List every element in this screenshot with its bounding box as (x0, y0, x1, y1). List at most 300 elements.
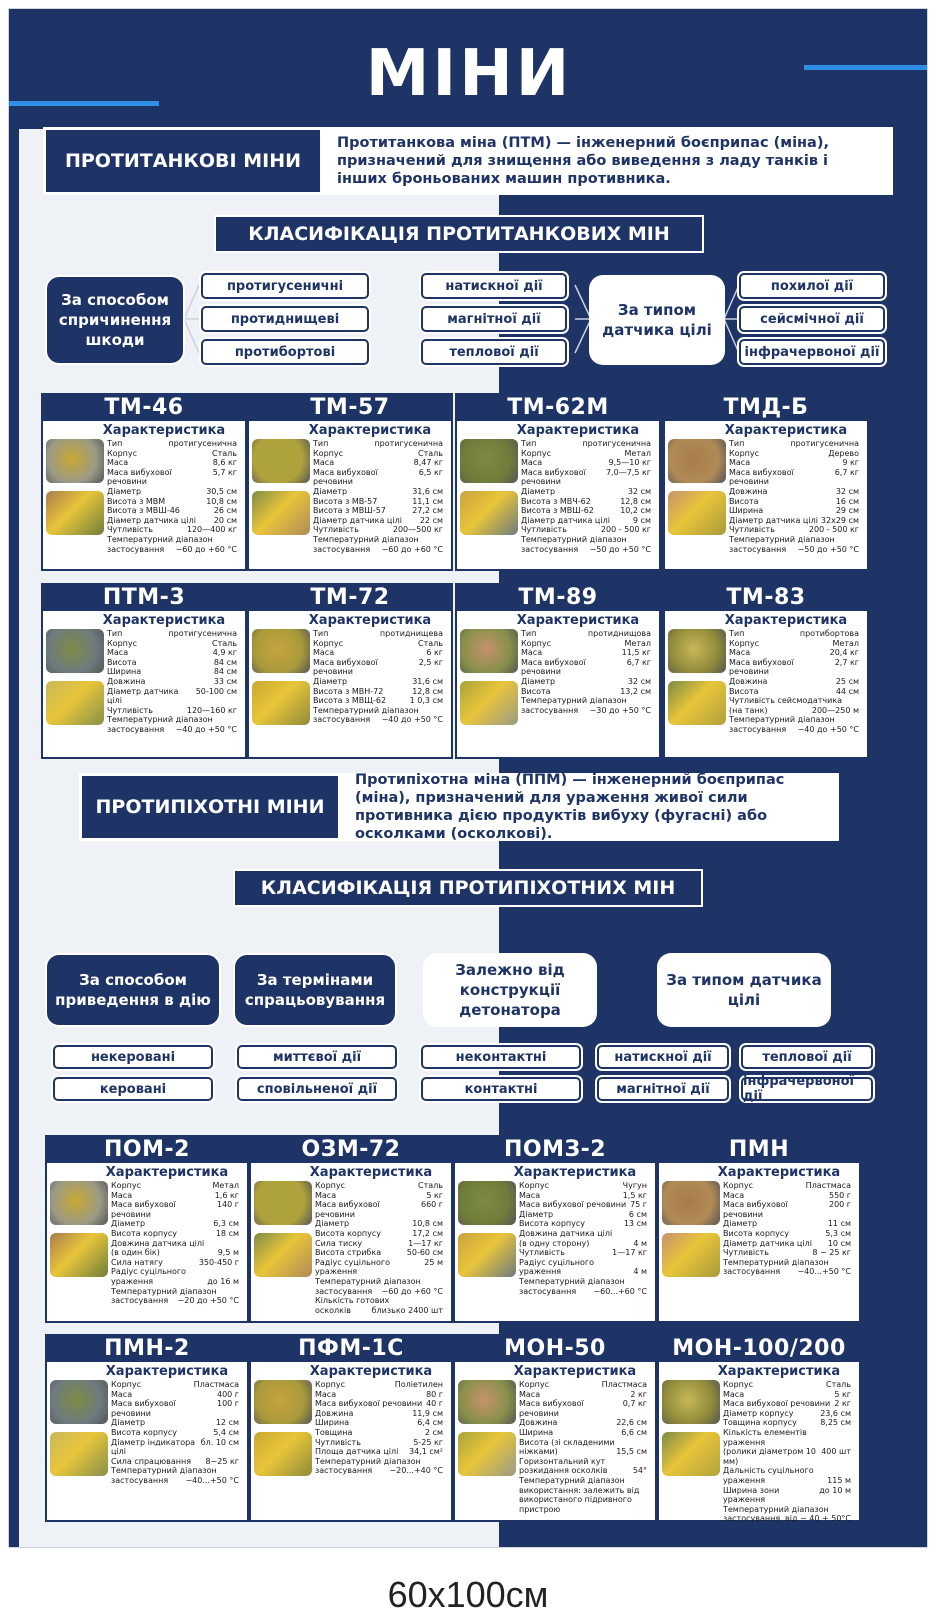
spec-row (107, 487, 237, 497)
spec-row (519, 1390, 647, 1400)
spec-row (723, 1258, 851, 1268)
spec-value: 2 кг (834, 1399, 851, 1409)
spec-label: Довжина (107, 676, 146, 686)
at-damage-item: протибортові (201, 339, 369, 365)
spec-label: застосування (313, 715, 371, 725)
spec-row (521, 487, 651, 497)
spec-row (315, 1239, 443, 1249)
spec-label: Висота корпусу (519, 1219, 585, 1229)
mine-card (453, 1334, 657, 1522)
spec-table (729, 439, 859, 554)
spec-row (313, 468, 443, 487)
spec-value: 32 см (835, 486, 859, 496)
spec-row (729, 677, 859, 687)
spec-row (519, 1486, 647, 1496)
spec-label: Температурний діапазон (313, 705, 419, 715)
spec-value: 550 г (828, 1190, 851, 1200)
spec-value: −40...+50 °С (797, 1267, 851, 1277)
spec-row (723, 1267, 851, 1277)
spec-value: −60 до +60 °С (175, 544, 237, 554)
spec-value: до 16 м (207, 1276, 239, 1286)
spec-row (111, 1390, 239, 1400)
spec-row (723, 1428, 851, 1447)
spec-label: Діаметр датчика цілі (107, 515, 196, 525)
spec-label: Маса (519, 1190, 541, 1200)
spec-row (315, 1296, 443, 1306)
spec-label: Сила спрацювання (111, 1456, 192, 1466)
mine-photo-icon (668, 439, 726, 483)
spec-value: 2 см (424, 1427, 443, 1437)
spec-value: 84 см (213, 657, 237, 667)
characteristics-heading: Характеристика (717, 1165, 841, 1180)
spec-row (521, 468, 651, 487)
spec-row (315, 1438, 443, 1448)
spec-table (723, 1380, 851, 1524)
spec-label: Тип (107, 629, 123, 638)
spec-row (729, 468, 859, 487)
spec-row (519, 1447, 647, 1457)
mine-cutaway-icon (46, 491, 104, 535)
spec-value: 6,4 см (417, 1418, 443, 1428)
mine-photos (458, 1380, 518, 1484)
spec-table (521, 439, 651, 554)
spec-row (313, 629, 443, 639)
spec-row (107, 525, 237, 535)
spec-row (519, 1200, 647, 1210)
spec-value: близько 2400 шт (371, 1305, 443, 1315)
spec-label: Корпус (723, 1181, 754, 1190)
spec-value: 6,6 см (621, 1427, 647, 1437)
spec-label: Тип (313, 629, 329, 638)
spec-label: Температурний діапазон (107, 715, 213, 725)
spec-label: Висота корпусу (111, 1427, 177, 1437)
spec-value: 8,6 кг (212, 458, 237, 468)
spec-row (107, 506, 237, 516)
mine-photo-icon (46, 629, 104, 673)
spec-row (107, 449, 237, 459)
characteristics-heading: Характеристика (717, 1364, 841, 1379)
spec-value: 50-60 см (406, 1248, 443, 1258)
spec-label: застосування (521, 705, 579, 715)
spec-row (521, 687, 651, 697)
spec-row (729, 516, 859, 526)
mine-photos (46, 629, 106, 733)
spec-table (723, 1181, 851, 1277)
spec-value: 200 - 500 кг (600, 525, 651, 535)
spec-value: −30 до +50 °С (589, 705, 651, 715)
spec-label: Тип (729, 629, 745, 638)
spec-value (236, 1267, 239, 1277)
spec-value: 4 м (633, 1238, 647, 1248)
mine-card (249, 1135, 453, 1323)
spec-label: Температурний діапазон (729, 534, 835, 544)
spec-value: −40 до +50 °С (175, 724, 237, 734)
mine-cutaway-icon (46, 681, 104, 725)
spec-value: 31,6 см (412, 676, 443, 686)
spec-row (107, 545, 237, 555)
spec-label: Корпус (521, 638, 552, 648)
spec-row (521, 545, 651, 555)
spec-table (107, 439, 237, 554)
spec-row (519, 1438, 647, 1448)
mine-photo-icon (668, 629, 726, 673)
spec-label: Маса вибухової речовини (313, 657, 378, 677)
mine-photo-icon (50, 1380, 108, 1424)
spec-row (315, 1258, 443, 1277)
spec-value: −40 до +50 °С (381, 715, 443, 725)
spec-value: 84 см (213, 667, 237, 677)
spec-row (729, 696, 859, 706)
spec-label: Кількість готових (315, 1296, 390, 1306)
spec-value (848, 1428, 851, 1447)
mine-card (41, 583, 247, 759)
ap-activation-item: некеровані (53, 1045, 213, 1069)
spec-row (313, 449, 443, 459)
spec-table (519, 1380, 647, 1514)
spec-row (723, 1447, 851, 1466)
spec-row (111, 1181, 239, 1191)
spec-label: Діаметр (315, 1219, 350, 1229)
spec-value: 15,5 см (616, 1447, 647, 1457)
mine-cutaway-icon (662, 1233, 720, 1277)
spec-row (729, 525, 859, 535)
ap-section-label: ПРОТИПІХОТНІ МІНИ (79, 773, 341, 841)
mine-photos (668, 439, 728, 543)
spec-label: Висота (107, 657, 137, 667)
spec-row (723, 1380, 851, 1390)
spec-value: Пластмаса (193, 1380, 239, 1389)
spec-value: 9,5—10 кг (608, 458, 651, 468)
spec-value (440, 1296, 443, 1306)
spec-row (723, 1486, 851, 1505)
spec-row (313, 487, 443, 497)
ap-sensor-item: натискної дії (597, 1045, 729, 1069)
spec-row (315, 1200, 443, 1219)
spec-row (723, 1399, 851, 1409)
spec-row (521, 525, 651, 535)
spec-row (313, 535, 443, 545)
spec-value: 400 г (216, 1389, 239, 1399)
spec-row (313, 439, 443, 449)
spec-value (236, 1466, 239, 1476)
spec-label: Діаметр індикатора цілі (111, 1437, 196, 1457)
spec-label: застосування (107, 544, 165, 554)
spec-label: (в один бік) (111, 1248, 160, 1258)
spec-value: 33 см (213, 676, 237, 686)
spec-row (519, 1191, 647, 1201)
spec-label: (ролики діаметром 10 мм) (723, 1447, 816, 1466)
ap-sensor-item: теплової дії (741, 1045, 873, 1069)
spec-value: 13 см (623, 1219, 647, 1229)
mine-cutaway-icon (662, 1432, 720, 1476)
spec-label: Температурний діапазон (111, 1286, 217, 1296)
mine-photo-icon (458, 1380, 516, 1424)
spec-value (234, 535, 237, 545)
spec-label: Тип (313, 439, 329, 448)
spec-label: Корпус (519, 1181, 550, 1190)
spec-row (313, 658, 443, 677)
mine-photos (252, 439, 312, 543)
spec-label: (в одну сторону) (519, 1238, 590, 1248)
spec-label: використання: залежить від (519, 1485, 640, 1495)
spec-value: 100 г (216, 1399, 239, 1409)
mine-card (455, 393, 661, 571)
mine-photos (460, 439, 520, 543)
spec-value: 6 кг (426, 648, 443, 658)
spec-label: Сила натягу (111, 1257, 163, 1267)
spec-value: 1—17 кг (612, 1248, 647, 1258)
characteristics-heading: Характеристика (516, 423, 640, 438)
characteristics-heading: Характеристика (308, 613, 432, 628)
spec-table (313, 439, 443, 554)
spec-label: Довжина датчика цілі (519, 1228, 613, 1238)
mine-card (247, 583, 453, 759)
spec-value: 27,2 см (412, 506, 443, 516)
spec-label: Ширина (729, 506, 764, 516)
spec-value: протигусенична (790, 439, 859, 448)
spec-row (521, 439, 651, 449)
spec-value: 20,4 кг (829, 648, 859, 658)
spec-label: Температурний діапазон (315, 1456, 421, 1466)
spec-row (519, 1466, 647, 1476)
spec-label: Діаметр датчика цілі (521, 515, 610, 525)
mine-cutaway-icon (254, 1233, 312, 1277)
spec-label: Маса (729, 648, 751, 658)
spec-label: застосування (315, 1466, 373, 1476)
spec-value: 2,5 кг (418, 657, 443, 667)
spec-label: Чутливість (107, 705, 153, 715)
spec-label: Висота з МВН-72 (313, 686, 384, 696)
spec-row (315, 1457, 443, 1467)
spec-value (856, 696, 859, 706)
spec-value: 34,1 см² (409, 1447, 443, 1457)
spec-value: 200 - 500 кг (808, 525, 859, 535)
spec-label: Маса (313, 648, 335, 658)
spec-label: Тип (729, 439, 745, 448)
spec-value (648, 535, 651, 545)
characteristics-heading: Характеристика (513, 1165, 637, 1180)
spec-value: 6,7 кг (834, 467, 859, 477)
spec-value: 10,8 см (412, 1219, 443, 1229)
at-sensor-item: інфрачервоної дії (739, 339, 885, 365)
mine-card (45, 1135, 249, 1323)
spec-row (729, 545, 859, 555)
spec-label: Діаметр (521, 486, 556, 496)
spec-label: застосування (729, 544, 787, 554)
mine-photos (50, 1181, 110, 1285)
spec-label: ніжками) (519, 1447, 558, 1457)
spec-row (315, 1248, 443, 1258)
spec-row (315, 1277, 443, 1287)
spec-row (723, 1418, 851, 1428)
spec-label: Маса (729, 458, 751, 468)
spec-value: 350-450 г (198, 1257, 239, 1267)
spec-row (519, 1181, 647, 1191)
spec-label: Висота з МВ-57 (313, 496, 378, 506)
characteristics-heading: Характеристика (516, 613, 640, 628)
at-sensor-item: похилої дії (739, 273, 885, 299)
spec-label: Довжина (519, 1418, 558, 1428)
spec-value (856, 715, 859, 725)
spec-row (315, 1229, 443, 1239)
spec-row (723, 1200, 851, 1219)
spec-label: Чутливість (315, 1437, 361, 1447)
spec-table (111, 1181, 239, 1306)
spec-value: 32 см (627, 486, 651, 496)
spec-row (519, 1219, 647, 1229)
ap-activation-item: керовані (53, 1077, 213, 1101)
spec-row (723, 1409, 851, 1419)
spec-label: Довжина датчика цілі (111, 1238, 205, 1248)
spec-label: Маса вибухової речовини (111, 1399, 176, 1418)
spec-row (729, 706, 859, 716)
spec-row (723, 1248, 851, 1258)
ap-sensor-type-box: За типом датчика цілі (657, 953, 831, 1027)
mine-name: ТМД-Б (665, 395, 867, 421)
spec-value: 10,8 см (206, 496, 237, 506)
spec-row (315, 1306, 443, 1316)
spec-label: Корпус (111, 1181, 142, 1190)
spec-label: Корпус (519, 1380, 550, 1389)
spec-row (111, 1200, 239, 1219)
spec-row (313, 545, 443, 555)
spec-value: 9 см (632, 515, 651, 525)
spec-row (111, 1191, 239, 1201)
spec-row (315, 1390, 443, 1400)
spec-label: Висота корпусу (723, 1228, 789, 1238)
spec-label: ураження (723, 1475, 766, 1485)
spec-value: 1 0,3 см (409, 696, 443, 706)
spec-value: 26 см (213, 506, 237, 516)
spec-value: протигусенична (374, 439, 443, 448)
spec-table (519, 1181, 647, 1296)
ap-detonator-box: Залежно від конструкції детонатора (423, 953, 597, 1027)
characteristics-heading: Характеристика (513, 1364, 637, 1379)
spec-row (729, 506, 859, 516)
mine-cutaway-icon (460, 491, 518, 535)
spec-value: 5,4 см (213, 1427, 239, 1437)
spec-row (519, 1287, 647, 1297)
spec-table (107, 629, 237, 735)
spec-value (440, 706, 443, 716)
mine-name: ПМН (659, 1137, 859, 1163)
spec-label: Радіус суцільного (111, 1267, 187, 1277)
spec-label: Маса вибухової речовини (723, 1399, 831, 1409)
mine-card (453, 1135, 657, 1323)
spec-row (315, 1409, 443, 1419)
page-title: МІНИ (365, 37, 573, 111)
spec-table (313, 629, 443, 725)
at-sensor-item: магнітної дії (421, 306, 567, 332)
spec-row (729, 535, 859, 545)
mine-photos (458, 1181, 518, 1285)
spec-label: розкидання осколків (519, 1466, 608, 1476)
spec-label: Діаметр (313, 486, 348, 496)
spec-value: протиднищева (379, 629, 443, 638)
spec-value: 9,5 м (217, 1248, 239, 1258)
spec-value: бл. 10 см (200, 1437, 239, 1447)
ap-definition-row (79, 773, 839, 841)
spec-label: Маса (315, 1190, 337, 1200)
mine-cutaway-icon (254, 1432, 312, 1476)
mine-name: ТМ-57 (249, 395, 451, 421)
spec-label: Висота з МВЧ-62 (521, 496, 591, 506)
mine-photo-icon (46, 439, 104, 483)
spec-label: застосування (723, 1514, 781, 1524)
spec-label: Висота (729, 686, 759, 696)
mine-name: МОН-100/200 (659, 1336, 859, 1362)
spec-label: Чутливість сейсмодатчика (729, 696, 843, 706)
ap-activation-box: За способом приведення в дію (45, 953, 221, 1027)
spec-table (729, 629, 859, 735)
spec-value: Чугун (622, 1181, 647, 1190)
spec-value: 200—500 кг (392, 525, 443, 535)
spec-value: 22,6 см (616, 1418, 647, 1428)
spec-label: застосування (729, 724, 787, 734)
spec-value (644, 1229, 647, 1239)
spec-value: Метал (624, 448, 651, 458)
spec-label: Маса вибухової речовини (729, 657, 794, 677)
spec-label: Чутливість (729, 525, 775, 535)
spec-value: 5 кг (426, 1190, 443, 1200)
spec-row (315, 1399, 443, 1409)
spec-row (729, 658, 859, 677)
spec-row (315, 1287, 443, 1297)
spec-value: 11 см (827, 1219, 851, 1229)
spec-label: Сила тиску (315, 1238, 363, 1248)
spec-label: Маса (315, 1389, 337, 1399)
spec-label: Корпус (315, 1181, 346, 1190)
spec-row (723, 1466, 851, 1476)
spec-label: Висота з МВМ (107, 496, 166, 506)
spec-row (107, 497, 237, 507)
spec-row (729, 648, 859, 658)
spec-label: Маса вибухової речовини (521, 467, 586, 487)
spec-value: від − 40 + 50°С (785, 1514, 851, 1524)
mine-name: ТМ-72 (249, 585, 451, 611)
spec-label: Корпус (729, 638, 760, 648)
spec-value: Сталь (212, 448, 237, 458)
ap-detonator-item: неконтактні (421, 1045, 581, 1069)
spec-row (313, 506, 443, 516)
mine-photo-icon (662, 1181, 720, 1225)
spec-label: Висота з МВШ-62 (521, 506, 594, 516)
at-damage-item: протиднищеві (201, 306, 369, 332)
spec-row (107, 658, 237, 668)
spec-label: Корпус (107, 448, 138, 458)
spec-label: Висота (729, 496, 759, 506)
spec-label: застосування (111, 1475, 169, 1485)
spec-value: протигусенична (168, 439, 237, 448)
spec-value: 44 см (835, 686, 859, 696)
spec-table (315, 1380, 443, 1476)
mine-name: ТМ-89 (457, 585, 659, 611)
spec-value: −40...+50 °С (185, 1475, 239, 1485)
characteristics-heading: Характеристика (105, 1364, 229, 1379)
spec-row (107, 715, 237, 725)
mine-photos (254, 1380, 314, 1484)
spec-value: 32x29 см (820, 515, 859, 525)
mine-cutaway-icon (252, 681, 310, 725)
spec-row (111, 1258, 239, 1268)
spec-value: Дерево (828, 448, 859, 458)
mine-photos (46, 439, 106, 543)
spec-label: Корпус (315, 1380, 346, 1389)
spec-value: 140 г (216, 1200, 239, 1210)
spec-value: 115 м (827, 1475, 851, 1485)
spec-row (111, 1287, 239, 1297)
characteristics-heading: Характеристика (102, 613, 226, 628)
